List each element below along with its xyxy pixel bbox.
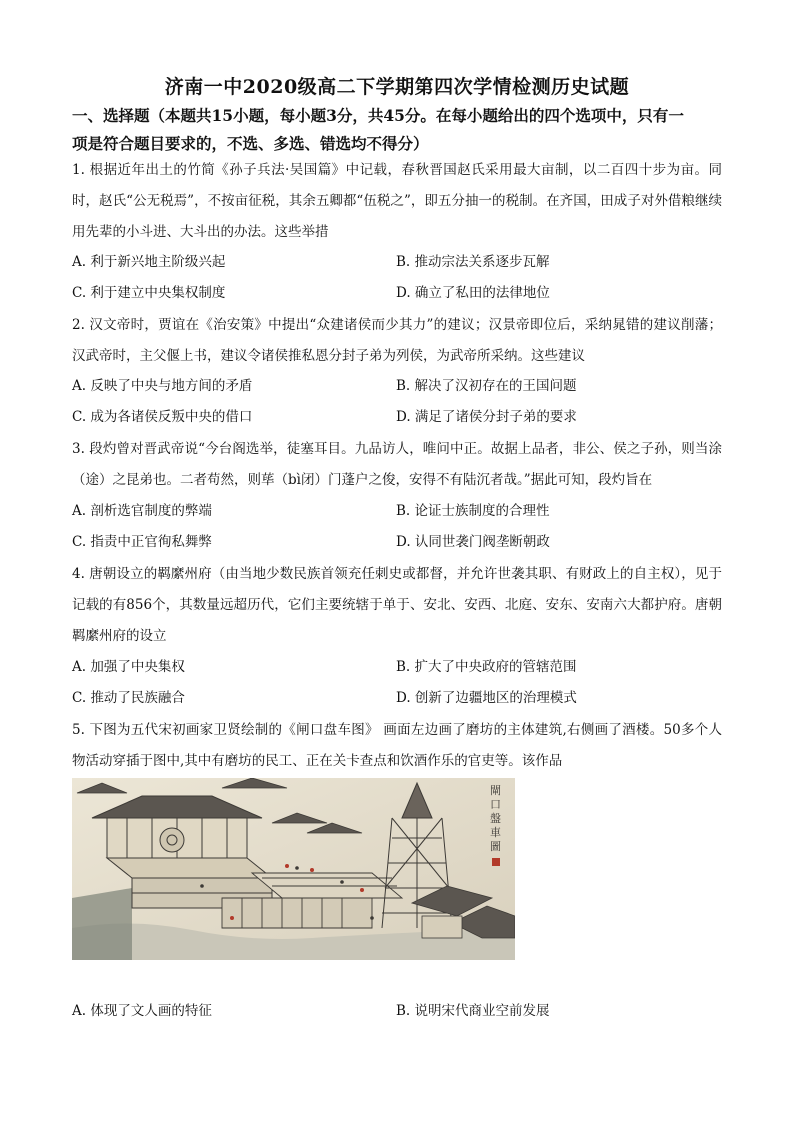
section-heading	[72, 102, 722, 158]
question-5-option-a: A. 体现了文人画的特征	[72, 1003, 212, 1019]
question-3-option-b: B. 论证士族制度的合理性	[396, 503, 550, 519]
question-4-option-c: C. 推动了民族融合	[72, 690, 185, 706]
question-4-option-b: B. 扩大了中央政府的管辖范围	[396, 659, 577, 675]
question-1-option-a: A. 利于新兴地主阶级兴起	[72, 254, 226, 270]
question-2-stem: 2. 汉文帝时，贾谊在《治安策》中提出“众建诸侯而少其力”的建议；汉景帝即位后，采纳晁错的建议削藩；汉武帝时，主父偃上书，建议令诸侯推私恩分封子弟为列侯，为武帝所采纳。这些建议	[72, 317, 722, 364]
painting-inscription-char-4: 車	[490, 826, 501, 839]
question-1-option-b: B. 推动宗法关系逐步瓦解	[396, 254, 550, 270]
question-3-option-d: D. 认同世袭门阀垄断朝政	[396, 534, 550, 550]
painting-inscription-char-2: 口	[490, 798, 501, 811]
question-3-option-a: A. 剖析选官制度的弊端	[72, 503, 212, 519]
painting-inscription-char-1: 閘	[490, 784, 501, 797]
question-2-option-b: B. 解决了汉初存在的王国问题	[396, 378, 577, 394]
painting-inscription-char-3: 盤	[490, 812, 501, 825]
question-3-stem: 3. 段灼曾对晋武帝说“今台阁选举，徒塞耳目。九品访人，唯问中正。故据上品者，非公、侯之子孙，则当涂（途）之昆弟也。二者苟然，则荜（bì闭）门蓬户之俊，安得不有陆沉者哉。”据此可知，段灼旨在	[72, 441, 722, 488]
page-title: 济南一中2020级高二下学期第四次学情检测历史试题	[164, 76, 630, 98]
painting-image	[72, 778, 515, 960]
painting-seal	[492, 858, 500, 866]
question-2-option-d: D. 满足了诸侯分封子弟的要求	[396, 409, 577, 425]
section-heading-line1: 一、选择题（本题共15小题，每小题3分，共45分。在每小题给出的四个选项中，只有一	[72, 106, 684, 125]
section-heading-line2: 项是符合题目要求的，不选、多选、错选均不得分）	[72, 134, 429, 153]
question-5-option-b: B. 说明宋代商业空前发展	[396, 1003, 550, 1019]
question-4-option-d: D. 创新了边疆地区的治理模式	[396, 690, 577, 706]
question-4-option-a: A. 加强了中央集权	[72, 659, 185, 675]
question-1-stem: 1. 根据近年出土的竹简《孙子兵法·吴国篇》中记载，春秋晋国赵氏采用最大亩制，以二百四十步为亩。同时，赵氏“公无税焉”，不按亩征税，其余五卿都“伍税之”，即五分抽一的税制。在齐国，田成子对外借粮继续用先辈的小斗进、大斗出的办法。这些举措	[72, 162, 722, 240]
question-4-stem: 4. 唐朝设立的羁縻州府（由当地少数民族首领充任刺史或都督，并允许世袭其职、有财政上的自主权），见于记载的有856个，其数量远超历代，它们主要统辖于单于、安北、安西、北庭、安东、安南六大都护府。唐朝羁縻州府的设立	[72, 566, 722, 644]
question-3-option-c: C. 指责中正官徇私舞弊	[72, 534, 212, 550]
question-2-option-c: C. 成为各诸侯反叛中央的借口	[72, 409, 253, 425]
question-1-option-d: D. 确立了私田的法律地位	[396, 285, 550, 301]
question-2-option-a: A. 反映了中央与地方间的矛盾	[72, 378, 253, 394]
question-5-stem: 5. 下图为五代宋初画家卫贤绘制的《闸口盘车图》 画面左边画了磨坊的主体建筑,右侧画了酒楼。50多个人物活动穿插于图中,其中有磨坊的民工、正在关卡查点和饮酒作乐的官吏等。该作品	[72, 722, 722, 769]
question-1-option-c: C. 利于建立中央集权制度	[72, 285, 226, 301]
painting-inscription-char-5: 圖	[490, 840, 501, 853]
